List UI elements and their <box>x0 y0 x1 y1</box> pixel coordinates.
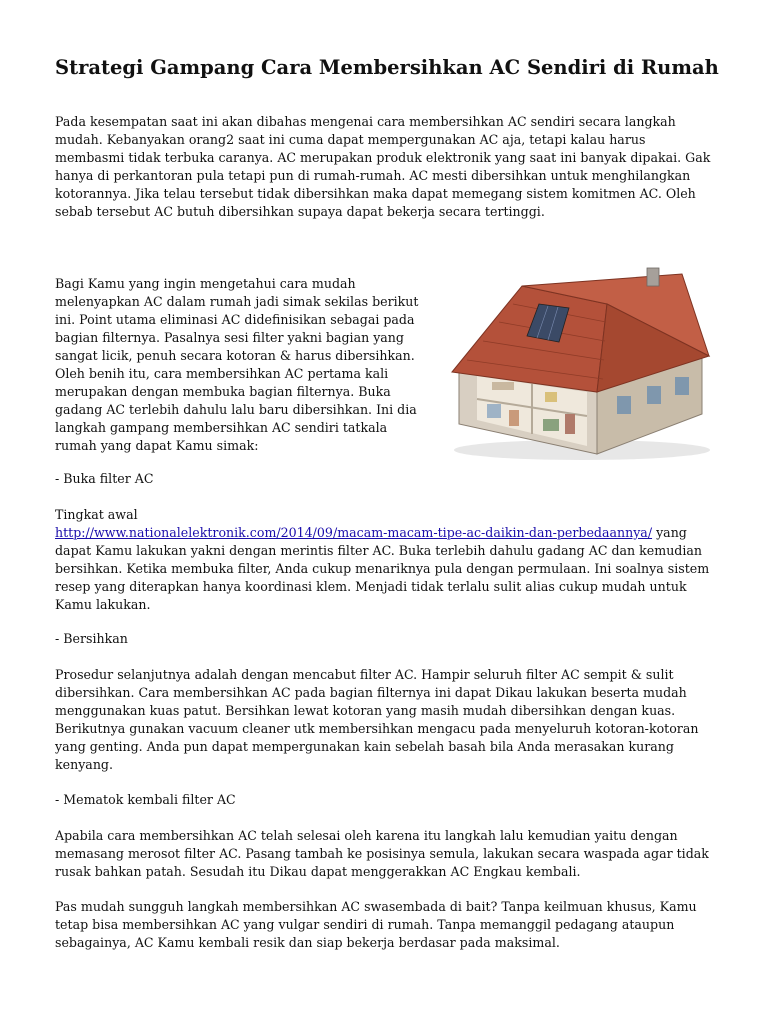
paragraph-3-suffix: yang dapat Kamu lakukan yakni dengan merintis filter AC. Buka terlebih dahulu gadang AC dan kemudian bersihkan. Ketika membuka filter, Anda cukup menariknya pula dengan permulaan. Ini soalnya sistem resep yang diterapkan hanya koordinasi klem. Menjadi tidak terlalu sulit alias cukup mudah untuk Kamu lakukan. <box>55 525 710 612</box>
paragraph-5: Apabila cara membersihkan AC telah selesai oleh karena itu langkah lalu kemudian yaitu dengan memasang merosot filter AC. Pasang tambah ke posisinya semula, lakukan secara waspada agar tidak rusak bahkan patah. Sesudah itu Dikau dapat menggerakkan AC Engkau kembali. <box>55 828 709 879</box>
paragraph-4: Prosedur selanjutnya adalah dengan mencabut filter AC. Hampir seluruh filter AC sempit & sulit dibersihkan. Cara membersihkan AC pada bagian filternya ini dapat Dikau lakukan beserta mudah menggunakan kuas patut. Bersihkan lewat kotoran yang masih mudah dibersihkan dengan kuas. Berikutnya gunakan vacuum cleaner utk membersihkan mengacu pada menyeluruh kotoran-kotoran yang genting. Anda pun dapat mempergunakan kain sebelah basah bila Anda merasakan kurang kenyang. <box>55 667 699 772</box>
step-heading-clean: - Bersihkan <box>55 631 128 646</box>
house-cutaway-illustration <box>447 264 717 464</box>
nationalelektronik-link[interactable]: http://www.nationalelektronik.com/2014/09/macam-macam-tipe-ac-daikin-dan-perbedaannya/ <box>55 525 653 540</box>
paragraph-3 <box>55 506 715 614</box>
paragraph-6: Pas mudah sungguh langkah membersihkan AC swasembada di bait? Tanpa keilmuan khusus, Kamu tetap bisa membersihkan AC yang vulgar sendiri di rumah. Tanpa memanggil pedagang ataupun sebagainya, AC Kamu kembali resik dan siap bekerja berdasar pada maksimal. <box>55 899 697 950</box>
page-title: Strategi Gampang Cara Membersihkan AC Sendiri di Rumah <box>55 56 719 79</box>
step-heading-open-filter: - Buka filter AC <box>55 471 154 486</box>
paragraph-2: Bagi Kamu yang ingin mengetahui cara mudah melenyapkan AC dalam rumah jadi simak sekilas berikut ini. Point utama eliminasi AC didefinisikan sebagai pada bagian filternya. Pasalnya sesi filter yakni bagian yang sangat licik, penuh secara kotoran & harus dibersihkan. Oleh benih itu, cara membersihkan AC pertama kali merupakan dengan membuka bagian filternya. Buka gadang AC terlebih dahulu lalu baru dibersihkan. Ini dia langkah gampang membersihkan AC sendiri tatkala rumah yang dapat Kamu simak: <box>55 276 419 453</box>
paragraph-3-prefix: Tingkat awal <box>55 507 138 522</box>
intro-paragraph: Pada kesempatan saat ini akan dibahas mengenai cara membersihkan AC sendiri secara langkah mudah. Kebanyakan orang2 saat ini cuma dapat mempergunakan AC aja, tetapi kalau harus membasmi tidak terbuka caranya. AC merupakan produk elektronik yang saat ini banyak dipakai. Gak hanya di perkantoran pula tetapi pun di rumah-rumah. AC mesti dibersihkan untuk menghilangkan kotorannya. Jika telau tersebut tidak dibersihkan maka dapat memegang sistem komitmen AC. Oleh sebab tersebut AC butuh dibersihkan supaya dapat bekerja secara tertinggi. <box>55 114 711 219</box>
step-heading-reattach-filter: - Mematok kembali filter AC <box>55 792 236 807</box>
